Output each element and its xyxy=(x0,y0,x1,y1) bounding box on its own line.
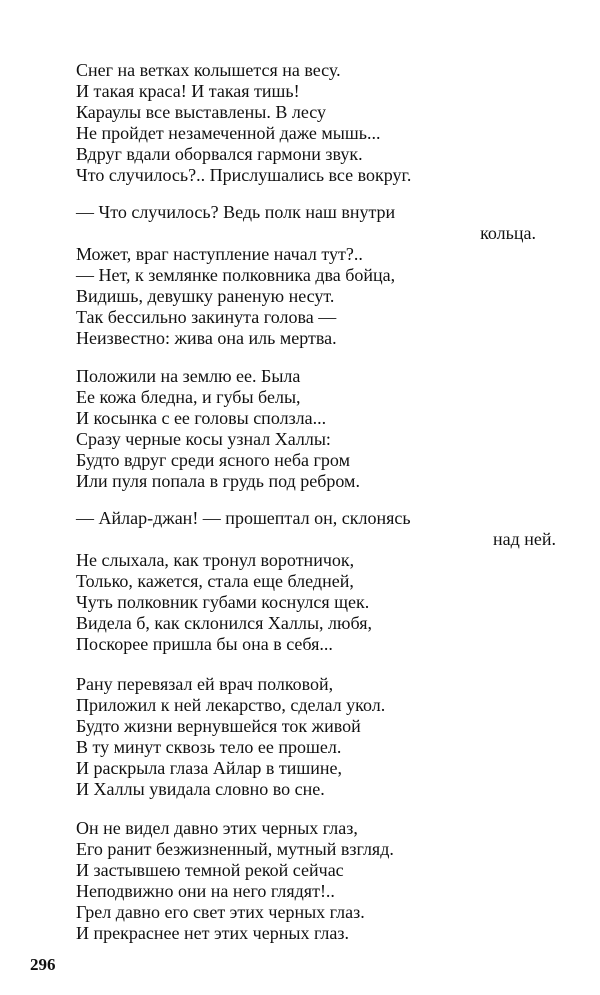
poem-line: Ее кожа бледна, и губы белы, xyxy=(76,387,301,407)
poem-line: Так бессильно закинута голова — xyxy=(76,307,337,327)
stanza-5 xyxy=(76,674,576,800)
poem-line: Приложил к ней лекарство, сделал укол. xyxy=(76,695,386,715)
poem-line: И раскрыла глаза Айлар в тишине, xyxy=(76,758,343,778)
poem-line: — Айлар-джан! — прошептал он, склонясь xyxy=(76,508,411,528)
poem-line: Рану перевязал ей врач полковой, xyxy=(76,674,334,694)
poem-line: — Нет, к землянке полковника два бойца, xyxy=(76,265,396,285)
poem-line: Видела б, как склонился Халлы, любя, xyxy=(76,613,372,633)
poem-line: Поскорее пришла бы она в себя... xyxy=(76,634,333,654)
stanza-6 xyxy=(76,818,576,944)
poem-line: Чуть полковник губами коснулся щек. xyxy=(76,592,370,612)
poem-line: — Что случилось? Ведь полк наш внутри xyxy=(76,202,396,222)
stanza-2 xyxy=(76,202,576,349)
poem-line: И Халлы увидала словно во сне. xyxy=(76,779,325,799)
poem-line: Он не видел давно этих черных глаз, xyxy=(76,818,358,838)
poem-line: Караулы все выставлены. В лесу xyxy=(76,102,327,122)
poem-line: Будто вдруг среди ясного неба гром xyxy=(76,450,350,470)
poem-line: И прекраснее нет этих черных глаз. xyxy=(76,923,349,943)
poem-line-continuation: над ней. xyxy=(492,529,556,549)
poem-line: Будто жизни вернувшейся ток живой xyxy=(76,716,361,736)
stanza-1 xyxy=(76,60,576,186)
stanza-4 xyxy=(76,508,576,655)
stanza-3 xyxy=(76,366,576,492)
poem-line: Положили на землю ее. Была xyxy=(76,366,301,386)
poem-line: И застывшею темной рекой сейчас xyxy=(76,860,344,880)
poem-line: Видишь, девушку раненую несут. xyxy=(76,286,335,306)
poem-line: Вдруг вдали оборвался гармони звук. xyxy=(76,144,363,164)
poem-line: Неизвестно: жива она иль мертва. xyxy=(76,328,337,348)
poem-line: В ту минут сквозь тело ее прошел. xyxy=(76,737,342,757)
page-number: 296 xyxy=(30,955,56,974)
poem-line: Снег на ветках колышется на весу. xyxy=(76,60,341,80)
poem-line: Или пуля попала в грудь под ребром. xyxy=(76,471,360,491)
poem-line: Что случилось?.. Прислушались все вокруг. xyxy=(76,165,412,185)
poem-line: Грел давно его свет этих черных глаз. xyxy=(76,902,365,922)
poem-line: Неподвижно они на него глядят!.. xyxy=(76,881,335,901)
poem-line: Не слыхала, как тронул воротничок, xyxy=(76,550,355,570)
poem-line-continuation: кольца. xyxy=(480,223,536,243)
poem-line: Не пройдет незамеченной даже мышь... xyxy=(76,123,381,143)
poem-line: Только, кажется, стала еще бледней, xyxy=(76,571,354,591)
poem-line: И такая краса! И такая тишь! xyxy=(76,81,300,101)
poem-line: Сразу черные косы узнал Халлы: xyxy=(76,429,331,449)
poem-line: Может, враг наступление начал тут?.. xyxy=(76,244,363,264)
poem-line: Его ранит безжизненный, мутный взгляд. xyxy=(76,839,394,859)
poem-line: И косынка с ее головы сползла... xyxy=(76,408,327,428)
